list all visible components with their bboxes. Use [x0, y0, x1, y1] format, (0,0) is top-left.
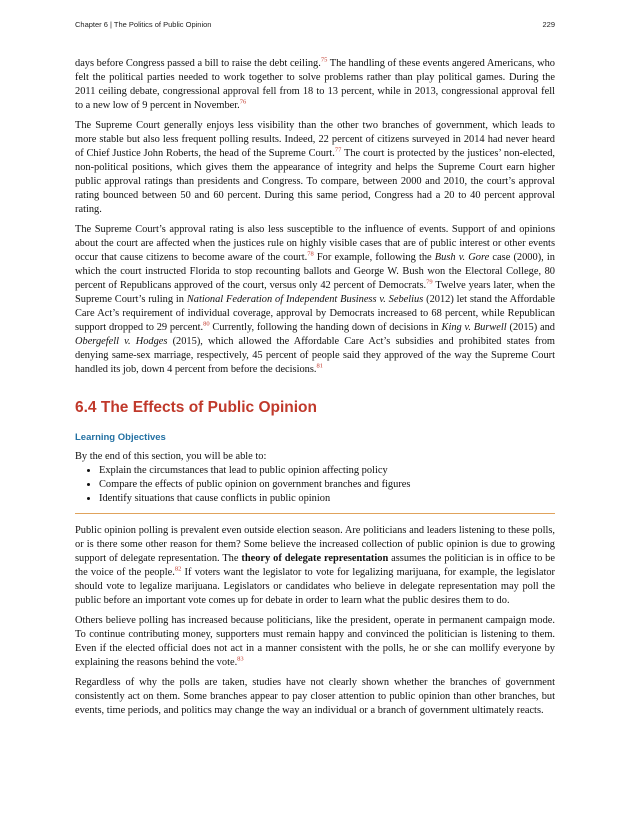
objective-item: • Compare the effects of public opinion on government branches and figures — [99, 478, 555, 492]
body-text-bottom — [75, 524, 555, 724]
objective-item: • Explain the circumstances that lead to public opinion affecting policy — [99, 464, 555, 478]
section-divider — [75, 513, 555, 514]
case-name: King v. Burwell — [441, 322, 507, 333]
footnote-ref[interactable]: 79 — [426, 278, 433, 286]
footnote-ref[interactable]: 83 — [237, 655, 244, 663]
learning-objectives — [75, 450, 555, 506]
body-text-top — [75, 57, 555, 383]
case-name: Bush v. Gore — [434, 252, 490, 263]
footnote-ref[interactable]: 75 — [320, 56, 328, 64]
key-term: theory of delegate representation — [241, 553, 389, 564]
running-head — [75, 20, 555, 32]
paragraph: The Supreme Court’s approval rating is also less susceptible to the influence of events. Support of and opinions about the court are affected when the justices rule on highly visible cases that are of public interest or other events occur that cause citizens to become aware of the court.$^{78}$ For example, following the Bush v. Gore case (2000), in which the court instructed Florida to stop recounting ballots and George W. Bush won the Electoral College, 80 percent of Republicans approved of the court, versus only 42 percent of Democrats.$^{79}$ Twelve years later, when the Supreme Court’s ruling in National Federation of Independent Business v. Sebelius (2012) let stand the Affordable Care Act’s requirement of individual coverage, approval by Democrats increased to 68 percent, while Republican support dropped to 29 percent.$^{80}$ Currently, following the handing down of decisions in King v. Burwell (2015) and Obergefell v. Hodges (2015), which allowed the Affordable Care Act’s subsidies and prohibited states from denying same-sex marriage, respectively, 45 percent of people said they approved of the way the Supreme Court handled its job, down 4 percent from before the decisions.$^{81}$ — [75, 224, 556, 375]
objectives-list — [75, 464, 555, 506]
paragraph: Others believe polling has increased because politicians, like the president, operate in permanent campaign mode. To continue contributing money, supporters must remain happy and convinced the politician is listening to them. Even if the elected official does not act in a manner consistent with the polls, he or she can mollify everyone by explaining the reasons behind the vote.$^{83}$ — [75, 615, 555, 668]
paragraph: The Supreme Court generally enjoys less visibility than the other two branches of government, which leads to more stable but also less frequent polling results. Indeed, 22 percent of citizens surveyed in 2014 had never heard of Chief Justice John Roberts, the head of the Supreme Court.$^{77}$ The court is protected by the justices’ non-elected, non-political positions, which gives them the appearance of integrity and helps the Supreme Court earn higher public approval ratings than presidents and Congress. To compare, between 2000 and 2010, the court’s approval rating bounced between 50 and 60 percent. During this same period, Congress had a 20 to 40 percent approval rating. — [75, 120, 555, 215]
learning-objectives-intro: By the end of this section, you will be able to: — [75, 451, 267, 462]
section-title: 6.4 The Effects of Public Opinion — [75, 399, 317, 416]
footnote-ref[interactable]: 81 — [316, 362, 324, 370]
case-name: National Federation of Independent Business v. Sebelius — [186, 294, 424, 305]
paragraph: Public opinion polling is prevalent even outside election season. Are politicians and leaders listening to these polls, or is there some other reason for them? Some believe the increased collection of public opinion is due to growing support of delegate representation. The theory of delegate representation assumes the politician is in office to be the voice of the people.$^{82}$ If voters want the legislator to vote for legalizing marijuana, for example, the legislator should vote to legalize marijuana. Legislators or candidates who believe in delegate representation may poll the public before an important vote comes up for debate in order to learn what the public desires them to do. — [75, 525, 556, 606]
learning-objectives-title: Learning Objectives — [75, 432, 166, 443]
footnote-ref[interactable]: 82 — [174, 565, 182, 573]
objective-item: • Identify situations that cause conflicts in public opinion — [99, 492, 555, 506]
page-number: 229 — [542, 20, 555, 29]
footnote-ref[interactable]: 80 — [203, 320, 210, 328]
footnote-ref[interactable]: 76 — [239, 98, 247, 106]
chapter-title: Chapter 6 | The Politics of Public Opinion — [75, 20, 212, 29]
paragraph: days before Congress passed a bill to raise the debt ceiling.$^{75}$ The handling of these events angered Americans, who felt the political parties needed to work together to solve problems rather than play political games. During the 2011 ceiling debate, congressional approval fell from 18 to 13 percent, while in 2013, congressional approval fell to a new low of 9 percent in November.$^{76}$ — [75, 56, 556, 111]
footnote-ref[interactable]: 77 — [334, 146, 342, 154]
case-name: Obergefell v. Hodges — [75, 336, 168, 347]
footnote-ref[interactable]: 78 — [307, 250, 314, 258]
paragraph: Regardless of why the polls are taken, studies have not clearly shown whether the branches of government consistently act on them. Some branches appear to pay closer attention to public opinion than other branches, but events, time periods, and politics may change the way an individual or a branch of government ultimately reacts. — [75, 677, 555, 716]
